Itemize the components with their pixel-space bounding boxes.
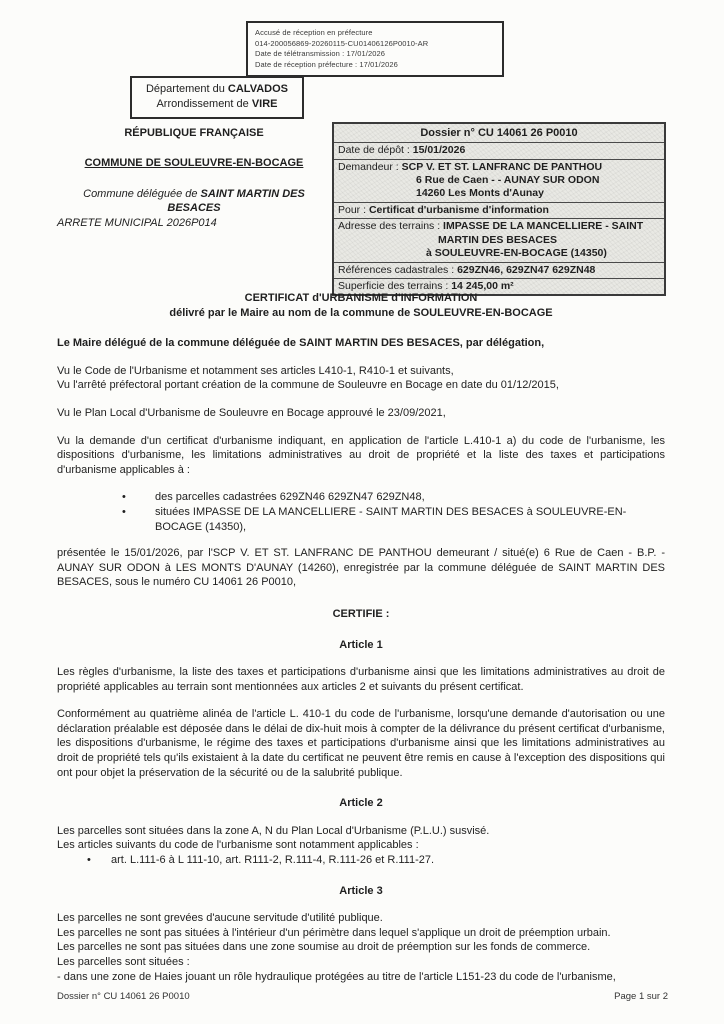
department-line <box>134 82 300 97</box>
article-3-line-1: Les parcelles ne sont grevées d'aucune servitude d'utilité publique. <box>57 912 383 925</box>
table-row-adresse-terrains <box>334 218 664 261</box>
left-column <box>57 126 331 230</box>
date-depot-label: Date de dépôt : <box>338 144 413 157</box>
date-depot-value: 15/01/2026 <box>412 144 466 157</box>
article-3-line-2: Les parcelles ne sont pas situées à l'intérieur d'un périmètre dans lequel s'applique un droit de préemption urbain. <box>57 926 611 939</box>
adresse-value-line3: à SOULEUVRE-EN-BOCAGE (14350) <box>426 247 607 260</box>
stamp-title: Accusé de réception en préfecture <box>255 28 373 37</box>
article-1-paragraph-2: Conformément au quatrième alinéa de l'article L. 410-1 du code de l'urbanisme, lorsqu'une demande d'autorisation ou une déclaration préalable est déposée dans le délai de dix-huit mois à compter de la délivrance du présent certificat d'urbanisme, les dispositions d'urbanisme, le régime des taxes et participations d'urbanisme ainsi que les limitations administratives au droit de propriété tels qu'ils existaient à la date du certificat ne peuvent être remis en cause à l'exception des dispositions qui ont pour objet la préservation de la sécurité ou de la salubrité publique. <box>57 708 665 779</box>
demandeur-address-line2: 14260 Les Monts d'Aunay <box>416 187 544 200</box>
article-3-line-4: Les parcelles sont situées : <box>57 956 190 968</box>
document-body <box>57 291 665 984</box>
certificate-title-line1: CERTIFICAT d'URBANISME d'INFORMATION <box>244 292 478 304</box>
article-2-line-2: Les articles suivants du code de l'urbanisme sont notamment applicables : <box>57 839 419 852</box>
demandeur-address-line1: 6 Rue de Caen - - AUNAY SUR ODON <box>416 173 600 186</box>
republic-title: RÉPUBLIQUE FRANÇAISE <box>124 127 264 139</box>
adresse-line1 <box>338 220 660 233</box>
arrondissement-label: Arrondissement de <box>156 98 252 111</box>
department-label: Département du <box>145 83 228 95</box>
bullet-situees-text: situées IMPASSE DE LA MANCELLIERE - SAINT MARTIN DES BESACES à SOULEUVRE-EN-BOCAGE (14350), <box>155 505 627 533</box>
article-2-bullet <box>57 853 665 868</box>
stamp-reference-number: 014-200056869-20260115-CU01406126P0010-AR <box>255 38 429 48</box>
salutation-paragraph: Le Maire délégué de la commune déléguée de SAINT MARTIN DES BESACES, par délégation, <box>57 337 545 350</box>
delegated-commune-name: SAINT MARTIN DES BESACES <box>167 187 305 214</box>
certificate-title <box>57 291 665 320</box>
demandeur-line1 <box>338 161 660 174</box>
delegated-commune-line <box>57 187 331 216</box>
dossier-info-table <box>332 122 666 296</box>
article-1-paragraph-1: Les règles d'urbanisme, la liste des taxes et participations d'urbanisme ainsi que les limitations administratives au droit de propriété applicables au terrain sont mentionnées aux articles 2 et suivants du présent certificat. <box>57 666 665 693</box>
table-row-references-cadastrales <box>334 262 664 278</box>
article-3-line-3: Les parcelles ne sont pas situées dans une zone soumise au droit de préemption sur les fonds de commerce. <box>57 941 591 954</box>
table-row-pour <box>334 202 664 218</box>
demandeur-name: SCP V. ET ST. LANFRANC DE PANTHOU <box>401 160 603 173</box>
bullet-item-situees <box>57 505 665 534</box>
adresse-label: Adresse des terrains : <box>338 220 444 233</box>
pour-value: Certificat d'urbanisme d'information <box>368 203 549 216</box>
vu-plu: Vu le Plan Local d'Urbanisme de Souleuvre en Bocage approuvé le 23/09/2021, <box>57 406 446 419</box>
article-2-bullet-text: art. L.111-6 à L 111-10, art. R111-2, R.111-4, R.111-26 et R.111-27. <box>111 854 435 867</box>
arrondissement-name: VIRE <box>251 98 278 111</box>
certifie-heading: CERTIFIE : <box>332 607 390 620</box>
arrondissement-line <box>134 97 300 112</box>
department-box <box>130 76 304 119</box>
commune-title: COMMUNE DE SOULEUVRE-EN-BOCAGE <box>84 157 304 170</box>
stamp-reception-date: Date de réception préfecture : 17/01/2026 <box>255 59 398 69</box>
vu-paragraph-1-2 <box>57 364 665 393</box>
article-2-line-1: Les parcelles sont situées dans la zone A, N du Plan Local d'Urbanisme (P.L.U.) susvisé. <box>57 824 490 837</box>
article-3-content <box>57 911 665 984</box>
table-row-date-depot <box>334 142 664 158</box>
bullet-icon: • <box>122 505 126 518</box>
bullet-icon: • <box>122 491 126 504</box>
references-label: Références cadastrales : <box>338 263 458 276</box>
article-1-heading: Article 1 <box>339 638 383 651</box>
demandeur-label: Demandeur : <box>338 160 402 173</box>
vu-demande-paragraph: Vu la demande d'un certificat d'urbanisme indiquant, en application de l'article L.410-1 a) du code de l'urbanisme, les dispositions d'urbanisme, les limitations administratives au droit de propriété et la liste des taxes et participations d'urbanisme applicables à : <box>57 434 665 476</box>
bullet-icon: • <box>87 854 91 867</box>
department-name: CALVADOS <box>227 83 289 95</box>
article-2-heading: Article 2 <box>339 797 383 810</box>
pour-label: Pour : <box>338 203 369 216</box>
delegated-commune-label: Commune déléguée de <box>83 187 201 200</box>
footer-dossier-number: Dossier n° CU 14061 26 P0010 <box>57 991 190 1002</box>
presentee-paragraph: présentée le 15/01/2026, par l'SCP V. ET ST. LANFRANC DE PANTHOU demeurant / situé(e) 6 Rue de Caen - B.P. - AUNAY SUR ODON à LES MONTS D'AUNAY (14260), enregistrée par la commune déléguée de SAINT MARTIN DES BESACES, sous le numéro CU 14061 26 P0010, <box>57 547 665 589</box>
vu-code-urbanisme: Vu le Code de l'Urbanisme et notamment ses articles L410-1, R410-1 et suivants, <box>57 364 454 377</box>
table-row-demandeur <box>334 159 664 202</box>
references-value: 629ZN46, 629ZN47 629ZN48 <box>457 263 596 276</box>
article-3-heading: Article 3 <box>339 884 383 897</box>
prefecture-receipt-stamp <box>246 21 504 77</box>
dossier-number-header: Dossier n° CU 14061 26 P0010 <box>420 127 578 139</box>
adresse-value-line2: MARTIN DES BESACES <box>438 233 558 246</box>
arrete-municipal-line: ARRETE MUNICIPAL 2026P014 <box>57 217 217 230</box>
page-footer <box>57 991 668 1002</box>
parcels-bullet-list <box>57 490 665 534</box>
superficie-label: Superficie des terrains : <box>338 280 452 293</box>
bullet-parcelles-text: des parcelles cadastrées 629ZN46 629ZN47 629ZN48, <box>155 491 425 504</box>
vu-arrete-prefectoral: Vu l'arrêté préfectoral portant création de la commune de Souleuvre en Bocage en date du 01/12/2015, <box>57 379 559 392</box>
adresse-value-line1: IMPASSE DE LA MANCELLIERE - SAINT <box>443 220 644 233</box>
bullet-item-parcelles <box>57 490 665 505</box>
article-2-content <box>57 824 665 868</box>
article-3-line-5: - dans une zone de Haies jouant un rôle hydraulique protégées au titre de l'article L151-23 du code de l'urbanisme, <box>57 970 616 983</box>
superficie-value: 14 245,00 m² <box>451 280 514 293</box>
stamp-transmission-date: Date de télétransmission : 17/01/2026 <box>255 49 386 58</box>
footer-page-number: Page 1 sur 2 <box>614 991 668 1002</box>
certificate-title-line2: délivré par le Maire au nom de la commune de SOULEUVRE-EN-BOCAGE <box>169 306 553 319</box>
